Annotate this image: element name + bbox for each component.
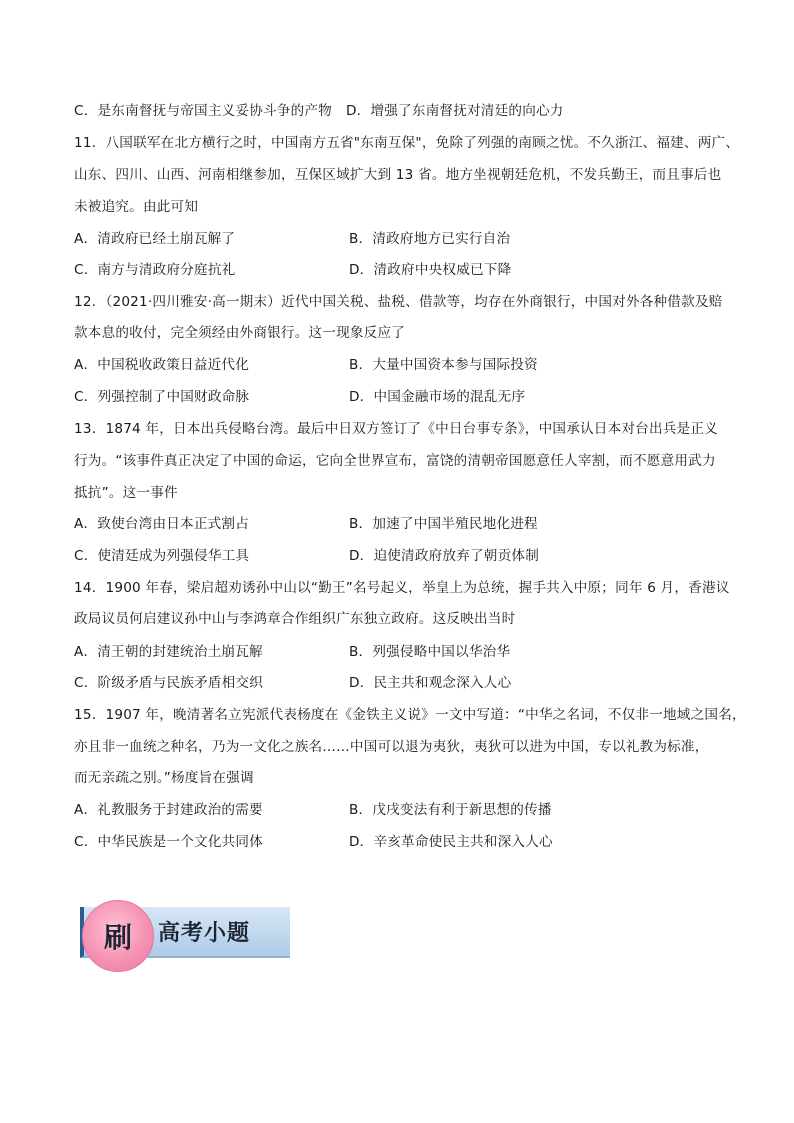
q13-stem-line-1: 13．1874 年，日本出兵侵略台湾。最后中日双方签订了《中日台事专条》，中国承认日本对台出兵是正义 — [74, 421, 718, 437]
q15-stem-line-3: 而无亲疏之别。”杨度旨在强调 — [74, 770, 254, 786]
q15-stem-line-1: 15．1907 年，晚清著名立宪派代表杨度在《金铁主义说》一文中写道：“中华之名词，不仅非一地域之国名， — [74, 707, 746, 723]
banner-badge-char: 刷 — [103, 921, 132, 954]
q11-option-b: B．清政府地方已实行自治 — [349, 231, 511, 247]
q13-option-b: B．加速了中国半殖民地化进程 — [349, 516, 538, 532]
q15-option-a: A．礼教服务于封建政治的需要 — [74, 802, 263, 818]
section-banner — [78, 898, 288, 962]
q12-stem-line-1: 12．（2021·四川雅安·高一期末）近代中国关税、盐税、借款等，均存在外商银行，中国对外各种借款及赔 — [74, 294, 723, 310]
q15-option-d: D．辛亥革命使民主共和深入人心 — [349, 834, 553, 850]
q13-stem-line-2: 行为。“该事件真正决定了中国的命运，它向全世界宣布，富饶的清朝帝国愿意任人宰割，而不愿意用武力 — [74, 453, 716, 469]
q14-option-b: B．列强侵略中国以华治华 — [349, 644, 511, 660]
q14-option-a: A．清王朝的封建统治土崩瓦解 — [74, 644, 263, 660]
q15-option-b: B．戊戌变法有利于新思想的传播 — [349, 802, 552, 818]
section-title: 高考小题 — [158, 920, 251, 946]
q14-option-d: D．民主共和观念深入人心 — [349, 675, 512, 691]
q15-option-c: C．中华民族是一个文化共同体 — [74, 834, 264, 850]
q11-option-a: A．清政府已经土崩瓦解了 — [74, 231, 236, 247]
q11-option-d: D．清政府中央权威已下降 — [349, 262, 512, 278]
q12-option-b: B．大量中国资本参与国际投资 — [349, 357, 538, 373]
q11-stem-line-2: 山东、四川、山西、河南相继参加，互保区域扩大到 13 省。地方坐视朝廷危机，不发兵勤王，而且事后也 — [74, 167, 722, 183]
q13-option-a: A．致使台湾由日本正式割占 — [74, 516, 250, 532]
q12-option-d: D．中国金融市场的混乱无序 — [349, 389, 526, 405]
q14-stem-line-1: 14．1900 年春，梁启超劝诱孙中山以“勤王”名号起义，举皇上为总统，握手共入中原；同年 6 月，香港议 — [74, 580, 730, 596]
q14-option-c: C．阶级矛盾与民族矛盾相交织 — [74, 675, 264, 691]
q11-stem-line-1: 11．八国联军在北方横行之时，中国南方五省"东南互保"，免除了列强的南顾之忧。不久浙江、福建、两广、 — [74, 135, 740, 151]
q13-option-d: D．迫使清政府放弃了朝贡体制 — [349, 548, 539, 564]
prev-option-d: D．增强了东南督抚对清廷的向心力 — [346, 103, 564, 119]
q11-option-c: C．南方与清政府分庭抗礼 — [74, 262, 236, 278]
banner-badge — [82, 900, 154, 972]
q12-option-c: C．列强控制了中国财政命脉 — [74, 389, 250, 405]
q14-stem-line-2: 政局议员何启建议孙中山与李鸿章合作组织广东独立政府。这反映出当时 — [74, 611, 516, 627]
q15-stem-line-2: 亦且非一血统之种名，乃为一文化之族名……中国可以退为夷狄，夷狄可以进为中国，专以礼教为标准， — [74, 739, 709, 755]
q11-stem-line-3: 未被追究。由此可知 — [74, 199, 199, 215]
q12-stem-line-2: 款本息的收付，完全须经由外商银行。这一现象反应了 — [74, 325, 406, 341]
q13-option-c: C．使清廷成为列强侵华工具 — [74, 548, 250, 564]
q12-option-a: A．中国税收政策日益近代化 — [74, 357, 250, 373]
prev-option-c: C．是东南督抚与帝国主义妥协斗争的产物 — [74, 103, 332, 119]
q13-stem-line-3: 抵抗”。这一事件 — [74, 485, 178, 501]
